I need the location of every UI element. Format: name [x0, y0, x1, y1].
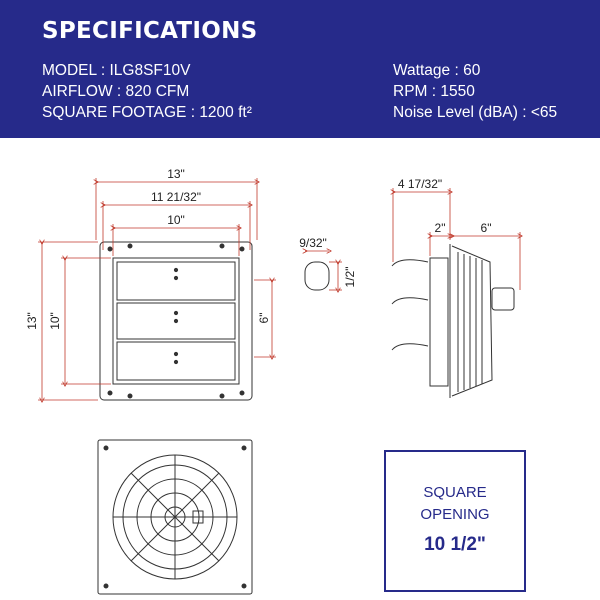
- dim-height-center: 6": [257, 312, 271, 324]
- side-bracket: [392, 344, 428, 350]
- slot-shape: [305, 262, 329, 290]
- dim-width-mounting: 11 21/32": [150, 190, 202, 204]
- dim-height-overall: 13": [25, 312, 39, 330]
- opening-size: 10 1/2": [424, 534, 486, 555]
- spec-wattage: Wattage : 60: [393, 62, 481, 79]
- side-view-drawing: [392, 244, 514, 398]
- dim-width-overall: 13": [167, 167, 185, 181]
- rivet: [174, 268, 177, 271]
- rivet: [174, 311, 177, 314]
- rear-mount-hole: [242, 584, 246, 588]
- mount-hole: [240, 247, 244, 251]
- rear-mount-hole: [104, 446, 108, 450]
- front-view-drawing: [100, 242, 252, 400]
- dim-height-inner: 10": [48, 312, 62, 330]
- page-title: SPECIFICATIONS: [42, 18, 258, 44]
- mount-hole: [220, 244, 224, 248]
- opening-label-line2: OPENING: [420, 506, 490, 523]
- side-frame: [430, 258, 448, 386]
- side-bracket: [392, 260, 428, 266]
- motor-body: [492, 288, 514, 310]
- spec-airflow: AIRFLOW : 820 CFM: [42, 83, 190, 100]
- opening-label-line1: SQUARE: [423, 484, 487, 501]
- spec-square-footage: SQUARE FOOTAGE : 1200 ft²: [42, 104, 252, 121]
- front-view-dimensions: [38, 178, 276, 400]
- mount-hole: [240, 391, 244, 395]
- dim-width-inner: 10": [167, 213, 185, 227]
- shutter-blade-top: [117, 262, 235, 300]
- spec-noise: Noise Level (dBA) : <65: [393, 104, 558, 121]
- mount-hole: [128, 244, 132, 248]
- spec-model: MODEL : ILG8SF10V: [42, 62, 191, 79]
- dim-depth-motor: 6": [480, 221, 492, 235]
- dim-slot-height: 1/2": [343, 266, 357, 288]
- mount-hole: [128, 394, 132, 398]
- mount-hole: [108, 247, 112, 251]
- rivet: [174, 360, 177, 363]
- rivet: [174, 352, 177, 355]
- rear-mount-hole: [104, 584, 108, 588]
- dim-depth-frame: 2": [434, 221, 446, 235]
- rear-mount-hole: [242, 446, 246, 450]
- dim-depth-total: 4 17/32": [397, 177, 443, 191]
- rivet: [174, 276, 177, 279]
- rear-view-drawing: [98, 440, 252, 594]
- rivet: [174, 319, 177, 322]
- square-opening-box: [384, 450, 526, 592]
- slot-detail: [299, 236, 357, 290]
- mount-hole: [220, 394, 224, 398]
- side-view-dimensions: [393, 188, 520, 290]
- spec-rpm: RPM : 1550: [393, 83, 475, 100]
- mount-hole: [108, 391, 112, 395]
- side-bracket: [392, 298, 428, 304]
- dim-slot-width: 9/32": [299, 236, 327, 250]
